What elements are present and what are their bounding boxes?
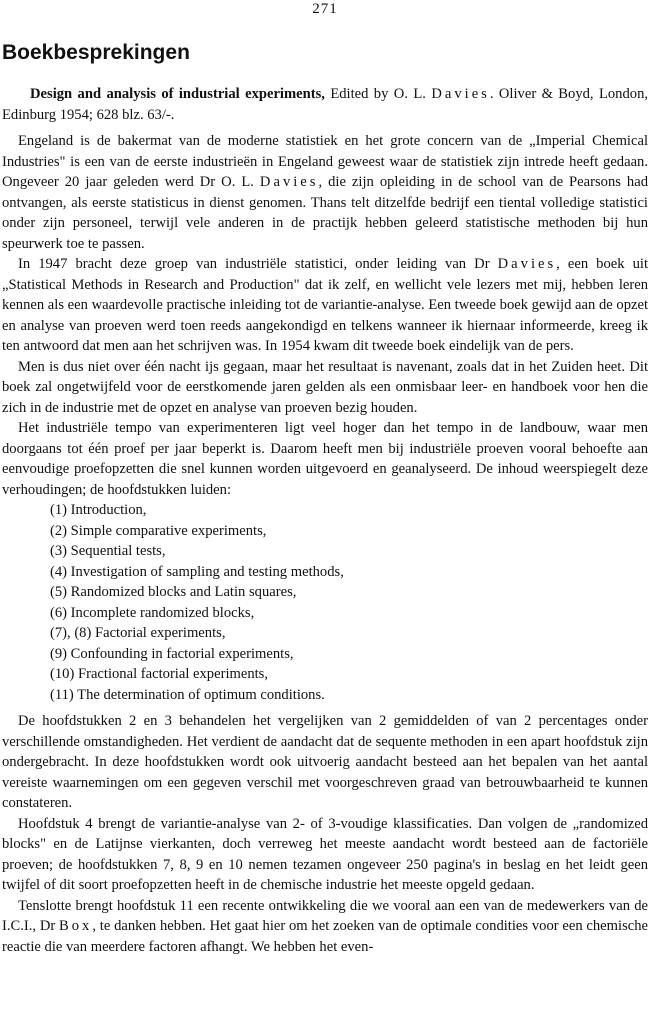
paragraph-5: De hoofdstukken 2 en 3 behandelen het vergelijken van 2 gemiddelden of van 2 percentages onder verschillende omstandigheden. Het verdient de aandacht dat de sequente methoden in een apart hoofdstuk zijn ondergebracht. In deze hoofdstukken wordt ook uitvoerig aandacht besteed aan het bepalen van het aantal vereiste waarnemingen om een gegeven verschil met voorgeschreven graad van betrouwbaarheid te kunnen constateren. — [2, 713, 648, 811]
chapter-item: (7), (8) Factorial experiments, — [50, 625, 226, 641]
paragraph-1-part-a: Engeland is de bakermat van de moderne statistiek en het grote concern van de „Imperial Chemical Industries" is een van de eerste industrieën in Engeland geweest waar de statistiek zijn intrede heeft gedaan. Ongeveer 20 jaar geleden werd Dr O. L. — [2, 133, 648, 190]
chapter-item: (3) Sequential tests, — [50, 543, 166, 559]
book-title: Design and analysis of industrial experiments, — [30, 86, 325, 102]
chapter-item: (9) Confounding in factorial experiments, — [50, 645, 294, 662]
author-name-davies: Davies — [259, 174, 319, 190]
publisher-details: . Oliver & Boyd, London, Edinburg 1954; 628 blz. 63/-. — [2, 86, 649, 123]
chapter-item: (2) Simple comparative experiments, — [50, 522, 267, 539]
page-number: 271 — [312, 1, 338, 17]
paragraph-3: Men is dus niet over één nacht ijs gegaan, maar het resultaat is navenant, zoals dat in het Zuiden heet. Dit boek zal ongetwijfeld voor de eerstkomende jaren gelden als een onmisbaar leer- en handboek voor hen die zich in de industrie met de opzet en analyse van proeven bezig houden. — [2, 358, 648, 416]
editor-prefix: Edited by O. L. — [324, 86, 432, 102]
chapter-item: (11) The determination of optimum conditions. — [50, 686, 325, 703]
chapter-item: (6) Incomplete randomized blocks, — [50, 604, 255, 621]
paragraph-7-part-a: Tenslotte brengt hoofdstuk 11 een recente ontwikkeling die we vooral aan een van de medewerkers van de I.C.I., Dr — [2, 897, 648, 934]
section-heading: Boekbesprekingen — [2, 41, 190, 64]
author-name-box: Box — [59, 918, 93, 934]
paragraph-1 — [2, 131, 648, 254]
paragraph-4: Het industriële tempo van experimenteren ligt veel hoger dan het tempo in de landbouw, waar men doorgaans tot één proef per jaar beperkt is. Daarom heeft men bij industriële proeven vooral behoefte aan eenvoudige proefopzetten die snel kunnen worden uitgevoerd en geanalyseerd. De inhoud weerspiegelt deze verhoudingen; de hoofdstukken luiden: — [2, 420, 648, 498]
editor-surname: Davies — [431, 86, 490, 102]
paragraph-7-part-b: , te danken hebben. Het gaat hier om het zoeken van de optimale condities voor een chemische reactie die van meerdere factoren afhangt. We hebben het even- — [2, 918, 648, 955]
paragraph-7 — [2, 896, 648, 958]
paragraph-1-part-b: , die zijn opleiding in de school van de Pearsons had ontvangen, als eerste statisticus in dienst genomen. Thans telt ditzelfde bedrijf een tiental volledige statistici onder zijn personeel, terwijl vele anderen in de practijk hebben geleerd statistische methoden bij hun speurwerk toe te passen. — [2, 174, 649, 252]
paragraph-2-part-b: , een boek uit „Statistical Methods in Research and Production" dat ik zelf, en wellicht vele lezers met mij, hebben leren kennen als een waardevolle practische inleiding tot de variantie-analyse. Een tweede boek gewijd aan de opzet en analyse van proeven werd toen reeds aangekondigd en telkens wanneer ik hiernaar informeerde, kreeg ik ten antwoord dat men aan het schrijven was. In 1954 kwam dit tweede boek eindelijk van de pers. — [2, 256, 648, 354]
chapter-item: (10) Fractional factorial experiments, — [50, 666, 269, 682]
paragraph-2-part-a: In 1947 bracht deze groep van industriële statistici, onder leiding van Dr — [18, 256, 498, 272]
paragraph-2 — [2, 254, 648, 357]
paragraph-6: Hoofdstuk 4 brengt de variantie-analyse van 2- of 3-voudige klassificaties. Dan volgen de „randomized blocks" en de Latijnse vierkanten, doch verreweg het meeste aandacht wordt besteed aan de factoriële proeven; de hoofdstukken 7, 8, 9 en 10 nemen tezamen ongeveer 250 pagina's in beslag en het leidt geen twijfel of dit soort proefopzetten heeft in de chemische industrie het meeste opgeld gedaan. — [2, 815, 648, 893]
review-body — [2, 84, 648, 957]
chapter-list — [2, 500, 648, 705]
author-name-davies-2: Davies — [497, 256, 557, 272]
book-reference — [2, 84, 648, 125]
chapter-item: (4) Investigation of sampling and testing methods, — [50, 563, 344, 580]
chapter-item: (1) Introduction, — [50, 502, 147, 518]
chapter-item: (5) Randomized blocks and Latin squares, — [50, 584, 297, 600]
